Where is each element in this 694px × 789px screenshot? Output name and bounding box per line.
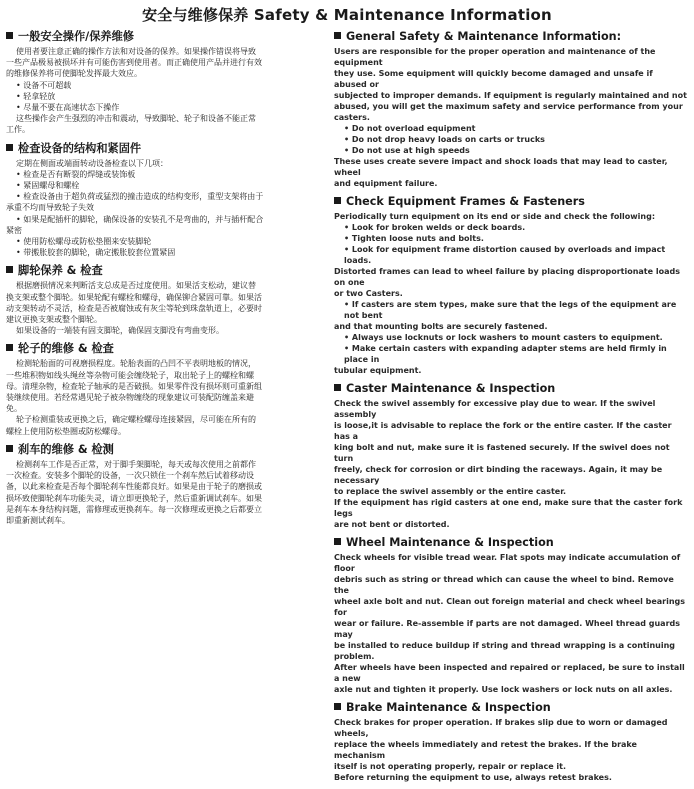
- page-title: 安全与维修保养 Safety & Maintenance Information: [142, 6, 552, 24]
- section-heading: [334, 536, 688, 550]
- left-section: [6, 443, 328, 526]
- text-line: 承重不均而导致轮子失效: [6, 203, 94, 213]
- square-bullet-icon: [6, 32, 13, 39]
- text-line: 根据磨损情况来判断活支总成是否过度使用。如果活支松动，建议替: [16, 281, 256, 291]
- text-line: 定期在侧面或端面转动设备检查以下几项：: [16, 158, 168, 168]
- bullet-item: • Do not overload equipment: [334, 123, 688, 134]
- bullet-item: • 检查是否有断裂的焊缝或装饰板: [6, 169, 328, 180]
- text-line: axle nut and tighten it properly. Use lock washers or lock nuts on all axles.: [334, 685, 673, 694]
- bullet-item: • Tighten loose nuts and bolts.: [334, 233, 688, 244]
- text-line: 免。: [6, 404, 22, 414]
- text-line: Check brakes for proper operation. If brakes slip due to worn or damaged wheels,: [334, 718, 668, 738]
- text-line: Distorted frames can lead to wheel failure by placing disproportionate loads on one: [334, 267, 680, 287]
- bullet-item: • Make certain casters with expanding adapter stems are held firmly in place in: [334, 343, 688, 365]
- text-line: king bolt and nut, make sure it is fastened securely. If the swivel does not turn: [334, 443, 670, 463]
- text-line: 备，以此来检查是否每个脚轮刹车性能都良好。如果是由于轮子的磨损或: [6, 482, 262, 492]
- text-line: is loose,it is advisable to replace the fork or the entire caster. If the caster has a: [334, 421, 672, 441]
- text-line: wheel axle bolt and nut. Clean out foreign material and check wheel bearings for: [334, 597, 686, 617]
- section-heading-text: 一般安全操作/保养维修: [18, 30, 134, 43]
- section-heading-text: 检查设备的结构和紧固件: [18, 141, 142, 155]
- text-line: or two Casters.: [334, 289, 403, 298]
- text-line: 母。清理杂物，检查轮子轴承的是否破损。如果零件没有损坏则可重新组: [6, 381, 262, 391]
- text-line: wear or failure. Re-assemble if parts are not damaged. Wheel thread guards may: [334, 619, 681, 639]
- section-heading: [334, 195, 688, 209]
- text-line: 使用者要注意正确的操作方法和对设备的保养。如果操作错误将导致: [16, 47, 256, 56]
- bullet-item: • 轻拿轻放: [6, 91, 328, 102]
- text-line: 一些产品极易被损坏并有可能伤害到使用者。而正确使用产品并进行有效: [6, 58, 262, 68]
- section-heading-text: Caster Maintenance & Inspection: [346, 382, 556, 395]
- text-line: debris such as string or thread which can cause the wheel to bind. Remove the: [334, 575, 674, 595]
- bullet-item: • 带搬胀胶套的脚轮，确定搬胀胶套位置紧固: [6, 247, 328, 258]
- section-heading-text: General Safety & Maintenance Information:: [346, 30, 622, 43]
- text-line: itself is not operating properly, repair or replace it.: [334, 762, 567, 771]
- bullet-item: • Look for equipment frame distortion caused by overloads and impact loads.: [334, 244, 688, 266]
- bullet-item: • 尽量不要在高速状态下操作: [6, 102, 328, 113]
- text-line: 换支架或整个脚轮。如果轮配有螺栓和螺母，确保铆合紧固可靠。如果活: [6, 292, 262, 302]
- left-section: [6, 264, 328, 336]
- text-line: and that mounting bolts are securely fastened.: [334, 322, 548, 331]
- text-line: 的维修保养将可使脚轮发挥最大效应。: [6, 69, 142, 79]
- right-section: [334, 382, 688, 530]
- text-line: they use. Some equipment will quickly become damaged and unsafe if abused or: [334, 69, 653, 89]
- text-line: are not bent or distorted.: [334, 520, 450, 529]
- text-line: casters.: [334, 113, 370, 122]
- square-bullet-icon: [6, 445, 13, 452]
- bullet-item: • 检查设备由于超负荷或猛烈的撞击造成的结构变形，重型支架将由于: [6, 191, 328, 202]
- section-heading: [6, 443, 328, 457]
- section-heading-text: 刹车的维修 & 检测: [18, 442, 114, 456]
- text-line: freely, check for corrosion or dirt binding the raceways. Again, it may be necessary: [334, 465, 663, 485]
- square-bullet-icon: [334, 384, 341, 391]
- left-section: [6, 142, 328, 259]
- section-heading: [334, 382, 688, 396]
- bullet-item: • 使用防松螺母或防松垫圈来安装脚轮: [6, 236, 328, 247]
- text-line: Periodically turn equipment on its end or side and check the following:: [334, 212, 656, 221]
- text-line: be installed to reduce buildup if string and thread wrapping is a continuing problem.: [334, 641, 676, 661]
- section-heading: [6, 142, 328, 156]
- text-line: These uses create severe impact and shock loads that may lead to caster, wheel: [334, 157, 668, 177]
- bullet-item: • Do not use at high speeds: [334, 145, 688, 156]
- text-line: 装继续使用。若经常遇见轮子被杂物缠绕的现象建议可装配防缠盖来避: [6, 393, 254, 403]
- bullet-item: • 设备不可超载: [6, 80, 328, 91]
- text-line: 检测刹车工作是否正常，对于脚手架脚轮，每天或每次使用之前都作: [16, 459, 256, 469]
- text-line: If the equipment has rigid casters at one end, make sure that the caster fork legs: [334, 498, 683, 518]
- square-bullet-icon: [334, 703, 341, 710]
- bullet-item: • Do not drop heavy loads on carts or trucks: [334, 134, 688, 145]
- text-line: to replace the swivel assembly or the entire caster.: [334, 487, 567, 496]
- text-line: 即重新测试刹车。: [6, 515, 70, 525]
- section-heading: [6, 342, 328, 356]
- left-section: [6, 30, 328, 136]
- text-line: 紧密: [6, 225, 22, 235]
- text-line: 动支架转动不灵活，检查是否被腐蚀或有灰尘等轮到珠盘轨道上，必要时: [6, 303, 262, 313]
- bullet-item: • Look for broken welds or deck boards.: [334, 222, 688, 233]
- text-line: and equipment failure.: [334, 179, 438, 188]
- square-bullet-icon: [6, 266, 13, 273]
- text-line: 一次检查。安装多个脚轮的设备，一次只锁住一个刹车然后试着移动设: [6, 471, 254, 481]
- section-heading-text: Brake Maintenance & Inspection: [346, 701, 551, 714]
- section-heading: [334, 30, 688, 44]
- text-line: abused, you will get the maximum safety and service performance from your: [334, 102, 683, 111]
- square-bullet-icon: [6, 344, 13, 351]
- text-line: replace the wheels immediately and retest the brakes. If the brake mechanism: [334, 740, 637, 760]
- text-line: 是刹车本身结构问题，需修理或更换刹车。每一次修理或更换之后都要立: [6, 504, 262, 514]
- left-section: [6, 342, 328, 436]
- text-line: Users are responsible for the proper operation and maintenance of the equipment: [334, 47, 656, 67]
- bullet-item: • 紧固螺母和螺栓: [6, 180, 328, 191]
- section-heading: [334, 701, 688, 715]
- english-column: [334, 30, 688, 789]
- text-line: After wheels have been inspected and repaired or replaced, be sure to install a new: [334, 663, 685, 683]
- text-line: 工作。: [6, 125, 30, 135]
- section-heading-text: Wheel Maintenance & Inspection: [346, 536, 554, 549]
- square-bullet-icon: [334, 32, 341, 39]
- bullet-item: • 如果是配插杆的脚轮，确保设备的安装孔不是弯曲的，并与插杆配合: [6, 214, 328, 225]
- text-line: 螺栓上使用防松垫圈或防松螺母。: [6, 426, 126, 436]
- text-line: Check wheels for visible tread wear. Flat spots may indicate accumulation of floor: [334, 553, 681, 573]
- chinese-column: [6, 30, 328, 532]
- section-heading-text: 脚轮保养 & 检查: [18, 264, 103, 278]
- text-line: 建议更换支架或整个脚轮。: [6, 315, 102, 325]
- text-line: 损坏致使脚轮刹车功能失灵，请立即更换轮子，然后重新调试刹车。如果: [6, 493, 262, 503]
- square-bullet-icon: [334, 538, 341, 545]
- section-heading: [6, 30, 328, 44]
- text-line: 检测轮胎面的可视磨损程度。轮胎表面的凸凹不平表明地板的情况，: [16, 359, 256, 369]
- square-bullet-icon: [334, 197, 341, 204]
- right-section: [334, 30, 688, 189]
- text-line: 如果设备的一端装有固支脚轮，确保固支脚没有弯曲变形。: [16, 326, 224, 336]
- text-line: Before returning the equipment to use, always retest brakes.: [334, 773, 612, 782]
- bullet-item: • Always use locknuts or lock washers to mount casters to equipment.: [334, 332, 688, 343]
- right-section: [334, 195, 688, 376]
- text-line: Check the swivel assembly for excessive play due to wear. If the swivel assembly: [334, 399, 656, 419]
- text-line: tubular equipment.: [334, 366, 422, 375]
- text-line: 一些堆积物如线头绳丝等杂物可能会缠绕轮子，取出轮子上的螺栓和螺: [6, 370, 254, 380]
- section-heading-text: 轮子的维修 & 检查: [18, 342, 114, 356]
- right-section: [334, 536, 688, 695]
- right-section: [334, 701, 688, 783]
- text-line: 这些操作会产生强烈的冲击和震动，导致脚轮、轮子和设备不能正常: [16, 114, 256, 124]
- bullet-item: • If casters are stem types, make sure that the legs of the equipment are not bent: [334, 299, 688, 321]
- text-line: subjected to improper demands. If equipment is regularly maintained and not: [334, 91, 687, 100]
- section-heading-text: Check Equipment Frames & Fasteners: [346, 195, 585, 208]
- section-heading: [6, 264, 328, 278]
- square-bullet-icon: [6, 144, 13, 151]
- text-line: 轮子检测重装或更换之后，确定螺栓螺母连接紧固，尽可能在所有的: [16, 415, 256, 425]
